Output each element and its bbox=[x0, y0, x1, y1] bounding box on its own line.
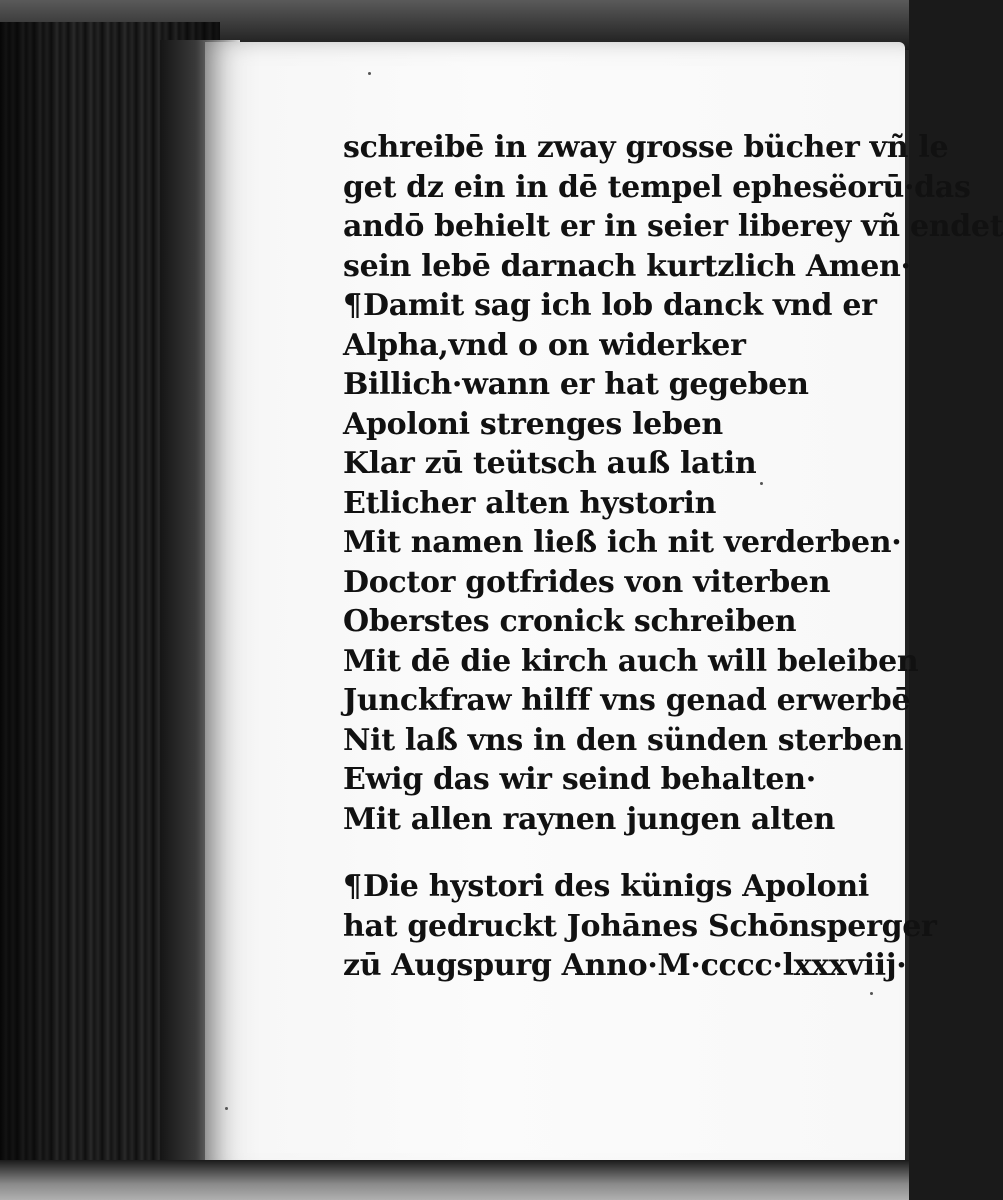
text-line-with-pilcrow bbox=[343, 286, 903, 326]
text-line: Apoloni strenges leben bbox=[343, 406, 723, 442]
paper-speck bbox=[368, 72, 371, 75]
pilcrow-mark: ¶ bbox=[343, 869, 362, 904]
paper-speck bbox=[760, 482, 763, 485]
paper-page bbox=[205, 42, 1003, 1177]
colophon-line: zū Augspurg Anno·M·cccc·lxxxviij· bbox=[343, 948, 907, 983]
text-line: Mit namen ließ ich nit verderben· bbox=[343, 525, 902, 560]
paper-speck bbox=[225, 1107, 228, 1110]
scan-bottom-border bbox=[0, 1160, 909, 1200]
paragraph-gap bbox=[343, 839, 903, 867]
paper-speck bbox=[870, 992, 873, 995]
colophon-line: Die hystori des künigs Apoloni bbox=[363, 869, 869, 904]
text-line: Billich·wann er hat gegeben bbox=[343, 367, 809, 402]
text-line: schreibē in zway grosse bücher vñ le bbox=[343, 130, 949, 165]
text-line: Junckfraw hilff vns genad erwerbē bbox=[343, 683, 911, 718]
text-line: Doctor gotfrides von viterben bbox=[343, 564, 831, 600]
text-line: Oberstes cronick schreiben bbox=[343, 604, 797, 639]
text-line: Mit dē die kirch auch will beleiben bbox=[343, 643, 919, 679]
text-line: sein lebē darnach kurtzlich Amen· bbox=[343, 248, 911, 284]
text-line: andō behielt er in seier liberey vñ endet bbox=[343, 209, 1003, 244]
text-line: get dz ein in dē tempel ephesëorū·das bbox=[343, 169, 971, 205]
page-text bbox=[343, 128, 1003, 986]
text-line: Ewig das wir seind behalten· bbox=[343, 762, 816, 797]
text-line: Klar zū teütsch auß latin bbox=[343, 446, 757, 481]
colophon-line-with-pilcrow bbox=[343, 867, 903, 907]
pilcrow-mark: ¶ bbox=[343, 288, 362, 323]
text-line: Alpha,vnd o on widerker bbox=[343, 327, 746, 363]
colophon-line: hat gedruckt Johānes Schōnsperger bbox=[343, 908, 937, 944]
text-line: Etlicher alten hystorin bbox=[343, 485, 717, 521]
text-line: Nit laß vns in den sünden sterben bbox=[343, 722, 904, 758]
text-line: Mit allen raynen jungen alten bbox=[343, 801, 835, 837]
text-line: Damit sag ich lob danck vnd er bbox=[363, 288, 877, 323]
